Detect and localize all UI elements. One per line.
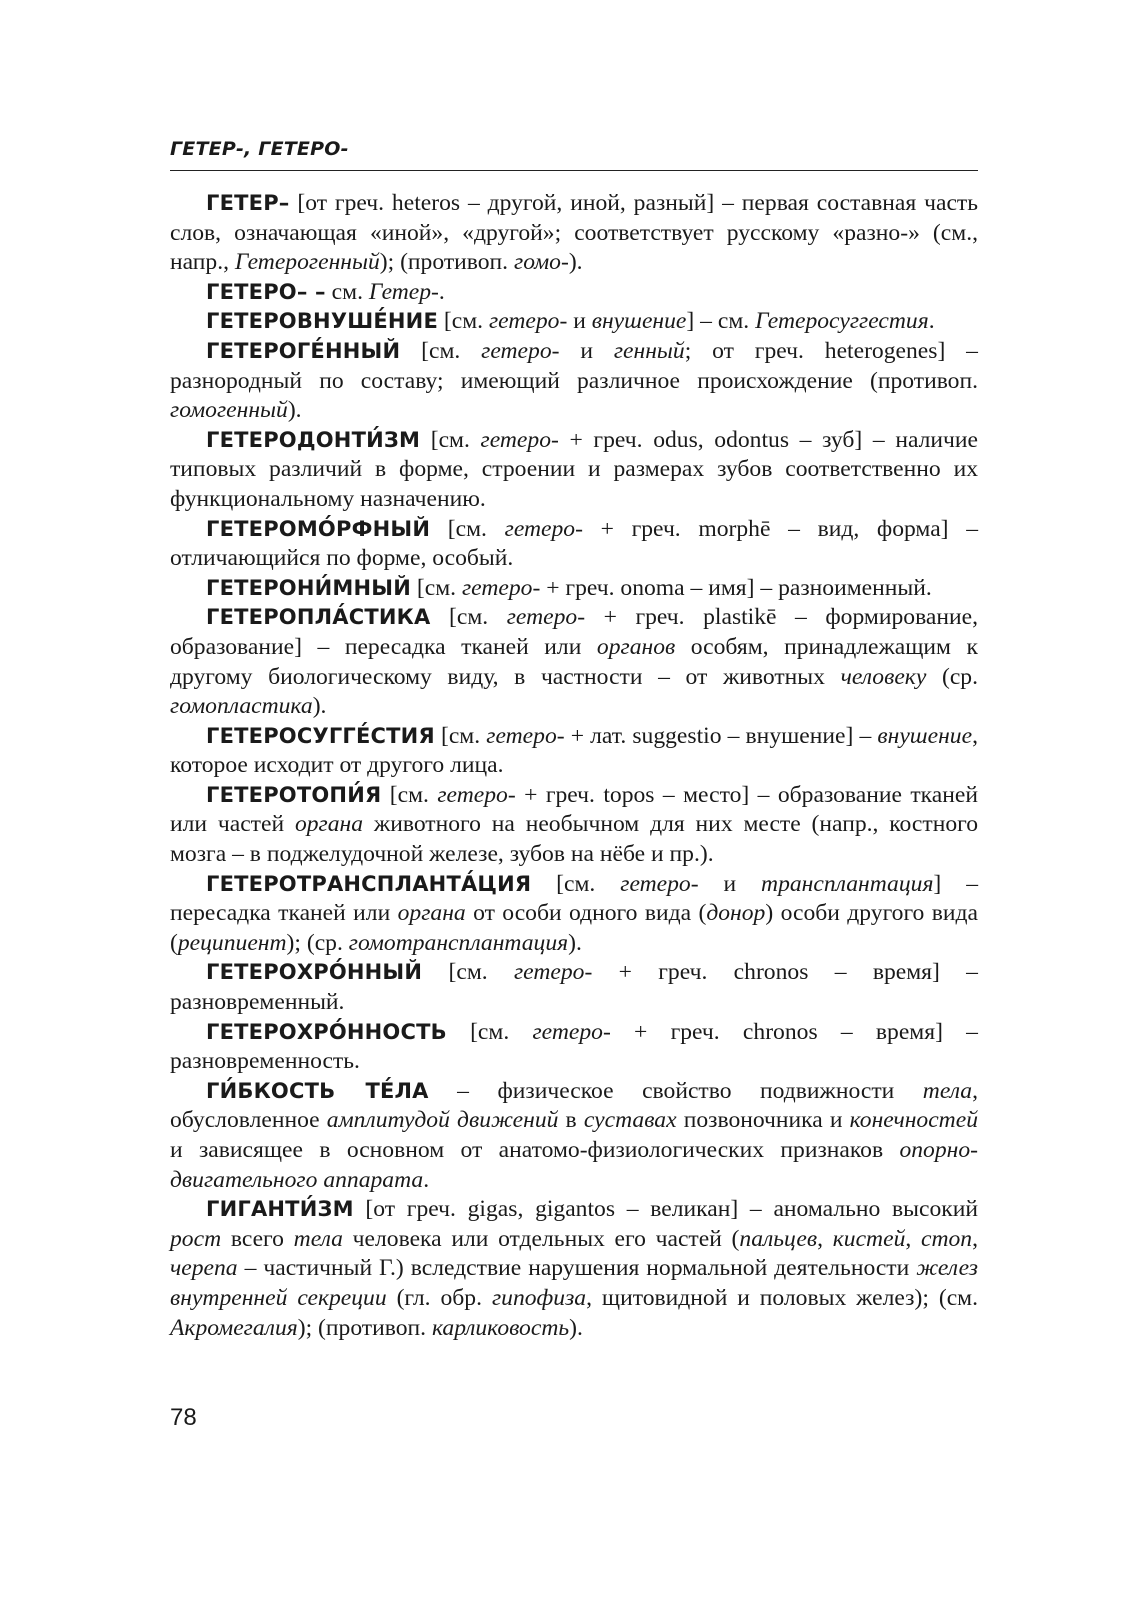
entry-text: ; от греч. heterogenes] – разнородный по составу; имеющий различное происхождение (противоп.	[170, 337, 978, 394]
entry-text: – физическое свойство подвижности	[428, 1077, 923, 1104]
entry-headword: ГИ́БКОСТЬ ТЕ́ЛА	[206, 1078, 429, 1103]
entry-text: и	[698, 870, 762, 897]
page-number: 78	[170, 1404, 197, 1431]
entry-text: ] – см.	[686, 308, 756, 335]
entry-headword: ГЕТЕРОСУГГЕ́СТИЯ	[206, 723, 435, 748]
dictionary-entry	[170, 307, 978, 337]
entry-text: [см.	[438, 308, 489, 335]
entry-text: [от греч. heteros – другой, иной, разный] – первая составная часть слов, означающая «иной», «другой»; соответствует русскому «разно-» (см., напр.,	[170, 190, 978, 276]
entry-headword: ГЕТЕРОХРО́ННЫЙ	[206, 960, 423, 985]
entry-italic-term: Гетерогенный	[234, 249, 380, 276]
entry-text: особям, принадлежащим к другому биологическому виду, в частности – от животных	[170, 633, 978, 690]
entry-italic-term: органов	[596, 633, 676, 660]
entry-text: ).	[568, 249, 583, 276]
entry-text: [см.	[411, 574, 462, 601]
entry-headword: ГИГАНТИ́ЗМ	[206, 1197, 354, 1222]
entry-text: [см.	[381, 781, 438, 808]
entry-text: [см.	[422, 959, 514, 986]
entry-text: – частичный Г.) вследствие нарушения нормальной деятельности	[237, 1255, 917, 1282]
entry-text: ,	[972, 1225, 978, 1252]
entry-text: + лат. suggestio – внушение] –	[564, 722, 878, 749]
entry-text: [см.	[434, 722, 487, 749]
entry-italic-term: рост	[170, 1225, 222, 1252]
entry-italic-term: гипофиза	[491, 1284, 587, 1311]
entry-italic-term: Акромегалия	[170, 1314, 298, 1341]
entry-text: позвоночника и	[676, 1107, 850, 1134]
entries-list	[170, 189, 978, 1343]
entry-italic-term: черепа	[170, 1255, 238, 1282]
entry-text: + греч. chronos – время] – разновременный.	[170, 959, 978, 1016]
entry-headword: ГЕТЕРОВНУШЕ́НИЕ	[206, 309, 438, 334]
entry-italic-term: генный	[613, 337, 685, 364]
entry-text: и	[559, 337, 614, 364]
dictionary-entry	[170, 337, 978, 426]
entry-italic-term: гетеро-	[461, 574, 541, 601]
entry-text: ).	[312, 693, 327, 720]
entry-text: в	[558, 1107, 584, 1134]
entry-text: [см.	[400, 337, 482, 364]
entry-italic-term: Гетеросуггестия	[755, 308, 929, 335]
entry-text: всего	[221, 1225, 294, 1252]
entry-text: (ср.	[926, 663, 978, 690]
dictionary-entry	[170, 426, 978, 515]
entry-italic-term: органа	[294, 811, 364, 838]
entry-italic-term: конечностей	[849, 1107, 978, 1134]
entry-italic-term: Гетер-	[368, 278, 439, 305]
dictionary-entry	[170, 603, 978, 721]
dictionary-entry	[170, 870, 978, 959]
running-head: ГЕТЕР-, ГЕТЕРО-	[170, 138, 978, 171]
entry-text: [см.	[420, 426, 481, 453]
entry-text: [см.	[446, 1018, 533, 1045]
entry-text: , обусловленное	[170, 1077, 978, 1134]
entry-italic-term: кистей	[832, 1225, 906, 1252]
entry-italic-term: гетеро-	[506, 604, 586, 631]
entry-text: и зависящее в основном от анатомо-физиологических признаков	[170, 1137, 900, 1163]
entry-italic-term: гомотрансплантация	[348, 929, 569, 956]
entry-italic-term: гомогенный	[170, 397, 288, 424]
dictionary-entry	[170, 278, 978, 308]
entry-italic-term: гетеро-	[513, 959, 593, 986]
entry-italic-term: карликовость	[431, 1314, 570, 1341]
entry-headword: ГЕТЕРОГЕ́ННЫЙ	[206, 338, 401, 363]
entry-text: человека или отдельных его частей (	[342, 1225, 740, 1252]
entry-italic-term: гетеро-	[620, 870, 699, 897]
entry-italic-term: опорно-двигательного аппарата	[170, 1137, 978, 1193]
entry-text: см.	[325, 278, 369, 305]
entry-headword: ГЕТЕРО– –	[206, 279, 326, 304]
entry-text: животного на необычном для них месте (напр., костного мозга – в поджелудочной железе, зубов на нёбе и пр.).	[170, 811, 979, 868]
entry-text: [от греч. gigas, gigantos – великан] – аномально высокий	[353, 1196, 978, 1223]
entry-headword: ГЕТЕРОПЛА́СТИКА	[206, 605, 431, 630]
entry-text: .	[928, 308, 935, 335]
entry-text: ) особи другого вида (	[170, 900, 978, 956]
entry-headword: ГЕТЕРОМО́РФНЫЙ	[206, 516, 431, 541]
entry-text: , щитовидной и половых желез); (см.	[586, 1284, 978, 1311]
entry-text: [см.	[430, 604, 507, 631]
entry-headword: ГЕТЕРОТОПИ́Я	[206, 782, 382, 807]
entry-italic-term: внушение	[877, 722, 973, 749]
entry-italic-term: гетеро-	[437, 781, 516, 808]
entry-text: .	[438, 278, 445, 305]
entry-text: + греч. topos – место] – образование тканей или частей	[170, 781, 978, 838]
dictionary-entry	[170, 1195, 978, 1343]
entry-text: ); (противоп.	[379, 249, 514, 276]
dictionary-entry	[170, 1077, 978, 1195]
dictionary-page	[170, 138, 978, 1343]
entry-text: ).	[568, 929, 582, 956]
entry-italic-term: гетеро-	[488, 308, 568, 335]
entry-italic-term: донор	[706, 900, 766, 927]
entry-italic-term: органа	[397, 900, 466, 927]
entry-text: ); (ср.	[286, 929, 349, 956]
entry-text: + греч. onoma – имя] – разноименный.	[540, 574, 932, 601]
entry-italic-term: гетеро-	[481, 337, 560, 364]
dictionary-entry	[170, 189, 978, 278]
entry-text: + греч. odus, odontus – зуб] – наличие типовых различий в форме, строении и размерах зубов соответственно их функциональному назначению.	[170, 426, 978, 512]
entry-headword: ГЕТЕРОДОНТИ́ЗМ	[206, 427, 421, 452]
entry-text: и	[567, 308, 592, 335]
entry-text: от особи одного вида (	[465, 900, 707, 927]
entry-italic-term: гетеро-	[504, 515, 583, 542]
entry-headword: ГЕТЕРОХРО́ННОСТЬ	[206, 1019, 447, 1044]
entry-italic-term: амплитудой движений	[326, 1107, 559, 1134]
entry-text: ,	[905, 1225, 921, 1252]
dictionary-entry	[170, 1018, 978, 1077]
entry-italic-term: тела	[293, 1225, 343, 1252]
entry-italic-term: желез внутренней секреции	[170, 1255, 978, 1311]
entry-text: ).	[287, 397, 302, 424]
dictionary-entry	[170, 574, 978, 604]
entry-italic-term: гетеро-	[532, 1018, 611, 1045]
entry-text: [см.	[430, 515, 505, 542]
entry-italic-term: внушение	[591, 308, 687, 335]
entry-italic-term: суставах	[583, 1107, 677, 1134]
entry-text: ] – пересадка тканей или	[170, 870, 978, 927]
entry-text: + греч. plastikē – формирование, образование] – пересадка тканей или	[170, 604, 978, 660]
entry-text: , которое исходит от другого лица.	[170, 722, 978, 779]
dictionary-entry	[170, 781, 978, 870]
entry-text: ,	[817, 1225, 833, 1252]
dictionary-entry	[170, 722, 978, 781]
entry-italic-term: стоп	[920, 1225, 973, 1252]
entry-text: + греч. morphē – вид, форма] – отличающийся по форме, особый.	[170, 515, 978, 572]
entry-italic-term: трансплантация	[761, 870, 934, 897]
entry-italic-term: гомопластика	[170, 693, 313, 720]
entry-headword: ГЕТЕРОТРАНСПЛАНТА́ЦИЯ	[206, 871, 532, 896]
entry-italic-term: гетеро-	[480, 426, 559, 453]
entry-text: (гл. обр.	[386, 1284, 492, 1311]
entry-text: ).	[569, 1314, 583, 1341]
entry-text: + греч. chronos – время] – разновременность.	[170, 1018, 978, 1075]
dictionary-entry	[170, 515, 978, 574]
dictionary-entry	[170, 958, 978, 1017]
entry-italic-term: гомо-	[513, 249, 569, 276]
entry-italic-term: пальцев	[739, 1225, 818, 1252]
entry-text: .	[423, 1166, 430, 1193]
entry-text: [см.	[531, 870, 621, 897]
entry-italic-term: гетеро-	[486, 722, 565, 749]
entry-italic-term: человеку	[840, 663, 927, 690]
entry-italic-term: тела	[922, 1077, 973, 1104]
entry-headword: ГЕТЕР–	[206, 191, 290, 215]
entry-italic-term: реципиент	[177, 929, 287, 956]
entry-headword: ГЕТЕРОНИ́МНЫЙ	[206, 575, 411, 600]
entry-text: ); (противоп.	[297, 1314, 432, 1341]
